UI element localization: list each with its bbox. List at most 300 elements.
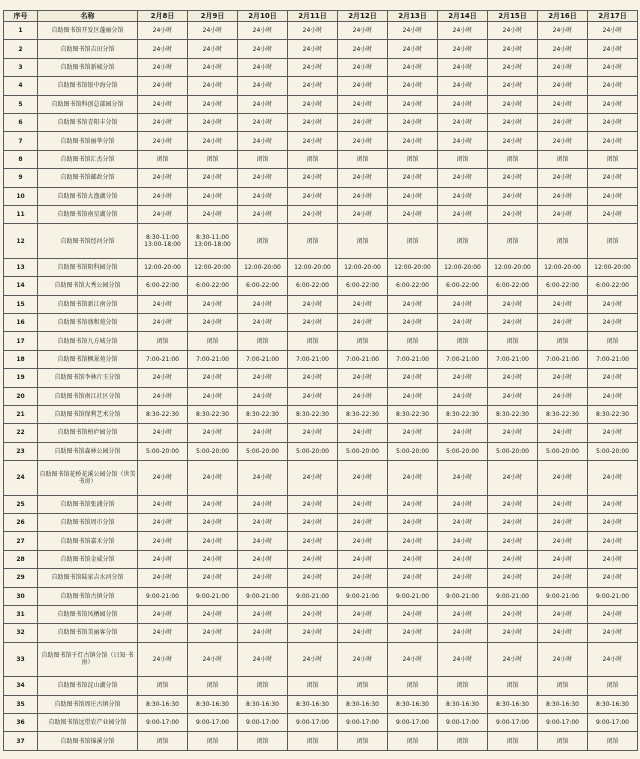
hours-cell bbox=[538, 442, 588, 460]
hours-cell bbox=[438, 22, 488, 40]
hours-cell bbox=[288, 277, 338, 295]
hours-cell bbox=[338, 369, 388, 387]
hours-cell bbox=[438, 713, 488, 731]
hours-text: 9:00-21:00 bbox=[396, 592, 429, 600]
row-index: 36 bbox=[4, 713, 38, 731]
hours-cell bbox=[388, 205, 438, 223]
hours-text: 24小时 bbox=[252, 211, 273, 219]
row-index: 12 bbox=[4, 224, 38, 258]
hours-text: 9:00-21:00 bbox=[296, 592, 329, 600]
hours-cell bbox=[438, 387, 488, 405]
hours-text: 24小时 bbox=[302, 574, 323, 582]
hours-text: 闭馆 bbox=[156, 337, 169, 345]
hours-text: 24小时 bbox=[252, 319, 273, 327]
hours-text: 8:30-16:30 bbox=[246, 700, 279, 708]
hours-text: 24小时 bbox=[452, 319, 473, 327]
table-row bbox=[4, 22, 638, 40]
hours-cell bbox=[238, 22, 288, 40]
hours-text: 9:00-17:00 bbox=[146, 719, 179, 727]
table-row bbox=[4, 40, 638, 58]
branch-name: 自助图书馆九方城分馆 bbox=[38, 332, 138, 350]
hours-cell bbox=[338, 550, 388, 568]
hours-cell bbox=[138, 169, 188, 187]
hours-cell bbox=[338, 587, 388, 605]
hours-text: 24小时 bbox=[352, 300, 373, 308]
hours-cell bbox=[188, 350, 238, 368]
hours-cell bbox=[488, 40, 538, 58]
hours-text: 闭馆 bbox=[506, 237, 519, 245]
hours-text: 24小时 bbox=[352, 555, 373, 563]
table-row bbox=[4, 587, 638, 605]
hours-text: 24小时 bbox=[352, 192, 373, 200]
hours-text: 24小时 bbox=[402, 211, 423, 219]
hours-cell bbox=[488, 605, 538, 623]
hours-text: 9:00-21:00 bbox=[446, 592, 479, 600]
hours-cell bbox=[238, 350, 288, 368]
hours-cell bbox=[588, 313, 638, 331]
hours-text: 12:00-20:00 bbox=[394, 263, 431, 271]
hours-text: 24小时 bbox=[452, 429, 473, 437]
hours-cell bbox=[238, 461, 288, 495]
hours-cell bbox=[188, 277, 238, 295]
hours-cell bbox=[588, 132, 638, 150]
hours-cell bbox=[288, 587, 338, 605]
hours-cell bbox=[388, 313, 438, 331]
hours-text: 24小时 bbox=[502, 392, 523, 400]
hours-text: 闭馆 bbox=[156, 737, 169, 745]
hours-cell bbox=[438, 58, 488, 76]
row-index: 23 bbox=[4, 442, 38, 460]
hours-text: 闭馆 bbox=[606, 155, 619, 163]
hours-cell bbox=[538, 605, 588, 623]
hours-cell bbox=[388, 677, 438, 695]
hours-text: 24小时 bbox=[252, 192, 273, 200]
hours-text: 闭馆 bbox=[606, 237, 619, 245]
hours-cell bbox=[138, 77, 188, 95]
hours-text: 24小时 bbox=[352, 655, 373, 663]
hours-text: 闭馆 bbox=[406, 155, 419, 163]
hours-text: 24小时 bbox=[452, 611, 473, 619]
hours-text: 8:30-22:30 bbox=[496, 411, 529, 419]
hours-cell bbox=[388, 713, 438, 731]
hours-text: 24小时 bbox=[352, 82, 373, 90]
hours-text: 24小时 bbox=[402, 27, 423, 35]
hours-text: 24小时 bbox=[252, 537, 273, 545]
hours-cell bbox=[138, 187, 188, 205]
hours-text: 5:00-20:00 bbox=[446, 447, 479, 455]
hours-text: 24小时 bbox=[452, 519, 473, 527]
hours-text: 24小时 bbox=[552, 629, 573, 637]
hours-text: 24小时 bbox=[402, 319, 423, 327]
hours-text: 24小时 bbox=[452, 119, 473, 127]
hours-cell bbox=[288, 495, 338, 513]
hours-cell bbox=[238, 169, 288, 187]
table-row bbox=[4, 495, 638, 513]
hours-cell bbox=[338, 624, 388, 642]
branch-name: 自助图书馆远望农产业园分馆 bbox=[38, 713, 138, 731]
hours-cell bbox=[588, 258, 638, 276]
hours-text: 6:00-22:00 bbox=[596, 282, 629, 290]
hours-cell bbox=[288, 258, 338, 276]
hours-text: 24小时 bbox=[552, 655, 573, 663]
table-row bbox=[4, 313, 638, 331]
hours-text: 24小时 bbox=[352, 537, 373, 545]
row-index: 2 bbox=[4, 40, 38, 58]
hours-cell bbox=[388, 442, 438, 460]
hours-cell bbox=[188, 569, 238, 587]
hours-cell bbox=[538, 624, 588, 642]
hours-cell bbox=[138, 587, 188, 605]
hours-text: 24小时 bbox=[202, 611, 223, 619]
hours-cell bbox=[238, 132, 288, 150]
hours-cell bbox=[438, 624, 488, 642]
hours-cell bbox=[588, 95, 638, 113]
hours-cell bbox=[338, 169, 388, 187]
hours-text: 24小时 bbox=[552, 100, 573, 108]
hours-cell bbox=[438, 295, 488, 313]
hours-text: 24小时 bbox=[152, 555, 173, 563]
hours-text: 24小时 bbox=[502, 537, 523, 545]
row-index: 26 bbox=[4, 513, 38, 531]
hours-text: 5:00-20:00 bbox=[246, 447, 279, 455]
hours-text: 闭馆 bbox=[256, 337, 269, 345]
hours-cell bbox=[538, 113, 588, 131]
hours-text: 24小时 bbox=[602, 655, 623, 663]
hours-cell bbox=[188, 132, 238, 150]
hours-text: 24小时 bbox=[452, 374, 473, 382]
hours-cell bbox=[488, 677, 538, 695]
hours-cell bbox=[188, 550, 238, 568]
hours-text: 24小时 bbox=[152, 519, 173, 527]
hours-cell bbox=[438, 132, 488, 150]
hours-text: 24小时 bbox=[152, 300, 173, 308]
hours-cell bbox=[388, 624, 438, 642]
hours-cell bbox=[438, 77, 488, 95]
hours-cell bbox=[488, 295, 538, 313]
header-date: 2月8日 bbox=[138, 11, 188, 22]
hours-text: 24小时 bbox=[602, 574, 623, 582]
hours-cell bbox=[138, 113, 188, 131]
hours-cell bbox=[338, 150, 388, 168]
hours-cell bbox=[488, 22, 538, 40]
hours-text: 24小时 bbox=[552, 537, 573, 545]
hours-cell bbox=[488, 513, 538, 531]
hours-cell bbox=[288, 605, 338, 623]
hours-cell bbox=[388, 22, 438, 40]
hours-cell bbox=[338, 22, 388, 40]
header-date: 2月17日 bbox=[588, 11, 638, 22]
hours-text: 24小时 bbox=[452, 174, 473, 182]
hours-text: 24小时 bbox=[302, 500, 323, 508]
hours-text: 24小时 bbox=[252, 555, 273, 563]
branch-name: 自助图书馆枫景苑分馆 bbox=[38, 350, 138, 368]
hours-text: 24小时 bbox=[502, 27, 523, 35]
hours-cell bbox=[388, 187, 438, 205]
hours-text: 24小时 bbox=[502, 429, 523, 437]
hours-text: 24小时 bbox=[402, 63, 423, 71]
row-index: 22 bbox=[4, 424, 38, 442]
hours-cell bbox=[438, 224, 488, 258]
hours-cell bbox=[488, 187, 538, 205]
hours-text: 闭馆 bbox=[206, 337, 219, 345]
hours-cell bbox=[488, 732, 538, 751]
hours-cell bbox=[438, 169, 488, 187]
hours-cell bbox=[588, 642, 638, 676]
hours-text: 24小时 bbox=[502, 555, 523, 563]
hours-cell bbox=[488, 713, 538, 731]
branch-name: 自助图书馆周市分馆 bbox=[38, 513, 138, 531]
hours-text: 24小时 bbox=[602, 63, 623, 71]
hours-cell bbox=[538, 587, 588, 605]
hours-text: 24小时 bbox=[152, 537, 173, 545]
hours-text: 闭馆 bbox=[406, 237, 419, 245]
hours-cell bbox=[538, 405, 588, 423]
hours-text: 24小时 bbox=[452, 63, 473, 71]
hours-text: 24小时 bbox=[152, 655, 173, 663]
hours-cell bbox=[538, 258, 588, 276]
hours-cell bbox=[438, 313, 488, 331]
hours-text: 24小时 bbox=[252, 119, 273, 127]
hours-text: 24小时 bbox=[552, 555, 573, 563]
hours-text: 闭馆 bbox=[306, 737, 319, 745]
hours-cell bbox=[588, 369, 638, 387]
row-index: 32 bbox=[4, 624, 38, 642]
hours-cell bbox=[338, 405, 388, 423]
hours-cell bbox=[388, 132, 438, 150]
hours-text: 24小时 bbox=[452, 629, 473, 637]
branch-name: 自助图书馆科创总部园分馆 bbox=[38, 95, 138, 113]
branch-name: 自助图书馆周庄古镇分馆 bbox=[38, 695, 138, 713]
hours-text: 7:00-21:00 bbox=[546, 355, 579, 363]
hours-text: 24小时 bbox=[302, 374, 323, 382]
hours-cell bbox=[188, 58, 238, 76]
hours-text: 24小时 bbox=[402, 392, 423, 400]
hours-cell bbox=[188, 169, 238, 187]
hours-text: 8:30-16:30 bbox=[596, 700, 629, 708]
hours-text: 24小时 bbox=[602, 137, 623, 145]
hours-cell bbox=[188, 187, 238, 205]
table-body bbox=[4, 22, 638, 751]
hours-text: 闭馆 bbox=[506, 155, 519, 163]
hours-text: 6:00-22:00 bbox=[146, 282, 179, 290]
hours-text: 24小时 bbox=[402, 119, 423, 127]
hours-cell bbox=[588, 532, 638, 550]
hours-text: 12:00-20:00 bbox=[144, 263, 181, 271]
hours-cell bbox=[338, 224, 388, 258]
hours-text: 6:00-22:00 bbox=[396, 282, 429, 290]
hours-text: 闭馆 bbox=[356, 237, 369, 245]
hours-cell bbox=[288, 150, 338, 168]
hours-cell bbox=[188, 713, 238, 731]
hours-text: 24小时 bbox=[602, 629, 623, 637]
hours-text: 24小时 bbox=[202, 537, 223, 545]
hours-cell bbox=[288, 732, 338, 751]
hours-text: 24小时 bbox=[502, 474, 523, 482]
hours-text: 24小时 bbox=[302, 119, 323, 127]
hours-cell bbox=[288, 58, 338, 76]
branch-name: 自助图书馆青阳丰分馆 bbox=[38, 113, 138, 131]
table-row bbox=[4, 695, 638, 713]
hours-cell bbox=[488, 77, 538, 95]
hours-text: 24小时 bbox=[152, 429, 173, 437]
hours-text: 24小时 bbox=[352, 63, 373, 71]
hours-cell bbox=[488, 332, 538, 350]
hours-cell bbox=[388, 113, 438, 131]
hours-cell bbox=[138, 495, 188, 513]
hours-cell bbox=[538, 187, 588, 205]
hours-cell bbox=[238, 113, 288, 131]
hours-text: 24小时 bbox=[552, 137, 573, 145]
hours-cell bbox=[588, 461, 638, 495]
hours-cell bbox=[138, 442, 188, 460]
table-row bbox=[4, 550, 638, 568]
hours-text: 8:30-22:30 bbox=[196, 411, 229, 419]
hours-text: 7:00-21:00 bbox=[246, 355, 279, 363]
hours-text: 24小时 bbox=[502, 500, 523, 508]
hours-cell bbox=[238, 532, 288, 550]
hours-cell bbox=[438, 642, 488, 676]
table-row bbox=[4, 169, 638, 187]
row-index: 20 bbox=[4, 387, 38, 405]
branch-name: 自助图书馆开发区蓬丽分馆 bbox=[38, 22, 138, 40]
hours-cell bbox=[388, 40, 438, 58]
hours-text: 24小时 bbox=[202, 474, 223, 482]
hours-text: 9:00-17:00 bbox=[396, 719, 429, 727]
hours-cell bbox=[288, 205, 338, 223]
hours-cell bbox=[538, 295, 588, 313]
hours-cell bbox=[288, 295, 338, 313]
hours-text: 5:00-20:00 bbox=[296, 447, 329, 455]
table-row bbox=[4, 369, 638, 387]
hours-text: 24小时 bbox=[152, 611, 173, 619]
hours-cell bbox=[238, 332, 288, 350]
table-row bbox=[4, 513, 638, 531]
hours-cell bbox=[488, 461, 538, 495]
hours-cell bbox=[288, 461, 338, 495]
hours-cell bbox=[588, 205, 638, 223]
hours-text: 24小时 bbox=[552, 429, 573, 437]
hours-cell bbox=[438, 150, 488, 168]
hours-cell bbox=[538, 461, 588, 495]
hours-text: 闭馆 bbox=[456, 155, 469, 163]
branch-name: 自助图书馆森林公园分馆 bbox=[38, 442, 138, 460]
hours-cell bbox=[338, 332, 388, 350]
hours-cell bbox=[338, 495, 388, 513]
hours-cell bbox=[488, 205, 538, 223]
hours-text: 24小时 bbox=[352, 500, 373, 508]
hours-text: 8:30-16:30 bbox=[496, 700, 529, 708]
hours-text: 24小时 bbox=[402, 100, 423, 108]
hours-text: 24小时 bbox=[552, 63, 573, 71]
hours-cell bbox=[188, 387, 238, 405]
hours-cell bbox=[138, 350, 188, 368]
hours-cell bbox=[288, 22, 338, 40]
branch-name: 自助图书馆丽华分馆 bbox=[38, 132, 138, 150]
hours-text: 9:00-21:00 bbox=[596, 592, 629, 600]
hours-text: 闭馆 bbox=[606, 682, 619, 690]
table-row bbox=[4, 569, 638, 587]
hours-cell bbox=[338, 569, 388, 587]
table-row bbox=[4, 424, 638, 442]
row-index: 37 bbox=[4, 732, 38, 751]
hours-text: 24小时 bbox=[302, 137, 323, 145]
hours-text: 闭馆 bbox=[606, 337, 619, 345]
hours-text: 24小时 bbox=[602, 519, 623, 527]
hours-cell bbox=[538, 332, 588, 350]
table-header bbox=[4, 11, 638, 22]
hours-text: 12:00-20:00 bbox=[344, 263, 381, 271]
hours-cell bbox=[538, 387, 588, 405]
branch-name: 自助图书馆盛和苑分馆 bbox=[38, 313, 138, 331]
hours-cell bbox=[388, 550, 438, 568]
branch-name: 自助图书馆锦溪分馆 bbox=[38, 732, 138, 751]
hours-cell bbox=[388, 277, 438, 295]
row-index: 16 bbox=[4, 313, 38, 331]
hours-cell bbox=[538, 532, 588, 550]
hours-text: 24小时 bbox=[602, 555, 623, 563]
hours-cell bbox=[538, 22, 588, 40]
hours-cell bbox=[388, 350, 438, 368]
hours-cell bbox=[538, 95, 588, 113]
hours-cell bbox=[138, 58, 188, 76]
hours-cell bbox=[588, 732, 638, 751]
hours-text: 24小时 bbox=[252, 45, 273, 53]
hours-cell bbox=[288, 442, 338, 460]
hours-cell bbox=[588, 224, 638, 258]
hours-text: 24小时 bbox=[552, 500, 573, 508]
hours-cell bbox=[438, 113, 488, 131]
hours-text: 24小时 bbox=[252, 629, 273, 637]
hours-text: 24小时 bbox=[452, 300, 473, 308]
hours-text: 闭馆 bbox=[456, 237, 469, 245]
hours-text: 24小时 bbox=[402, 629, 423, 637]
hours-cell bbox=[538, 277, 588, 295]
hours-text: 7:00-21:00 bbox=[446, 355, 479, 363]
row-index: 29 bbox=[4, 569, 38, 587]
hours-text: 7:00-21:00 bbox=[596, 355, 629, 363]
hours-cell bbox=[288, 513, 338, 531]
hours-text: 24小时 bbox=[152, 374, 173, 382]
hours-cell bbox=[488, 387, 538, 405]
hours-cell bbox=[588, 387, 638, 405]
hours-text: 24小时 bbox=[202, 655, 223, 663]
hours-text: 闭馆 bbox=[406, 737, 419, 745]
branch-name: 自助图书馆保利艺术分馆 bbox=[38, 405, 138, 423]
hours-text: 24小时 bbox=[602, 27, 623, 35]
hours-cell bbox=[138, 258, 188, 276]
hours-cell bbox=[138, 205, 188, 223]
hours-cell bbox=[588, 405, 638, 423]
hours-text: 24小时 bbox=[152, 174, 173, 182]
hours-text: 5:00-20:00 bbox=[146, 447, 179, 455]
hours-text: 24小时 bbox=[402, 374, 423, 382]
hours-cell bbox=[338, 132, 388, 150]
hours-cell bbox=[538, 513, 588, 531]
hours-text: 24小时 bbox=[402, 45, 423, 53]
hours-text: 24小时 bbox=[452, 82, 473, 90]
hours-text: 闭馆 bbox=[306, 237, 319, 245]
hours-text: 闭馆 bbox=[256, 237, 269, 245]
hours-text: 24小时 bbox=[452, 100, 473, 108]
table-row bbox=[4, 224, 638, 258]
hours-text: 24小时 bbox=[302, 82, 323, 90]
hours-cell bbox=[238, 642, 288, 676]
branch-name: 自助图书馆银中海分馆 bbox=[38, 77, 138, 95]
hours-cell bbox=[138, 677, 188, 695]
hours-cell bbox=[438, 587, 488, 605]
hours-cell bbox=[288, 569, 338, 587]
hours-text: 8:30-22:30 bbox=[346, 411, 379, 419]
